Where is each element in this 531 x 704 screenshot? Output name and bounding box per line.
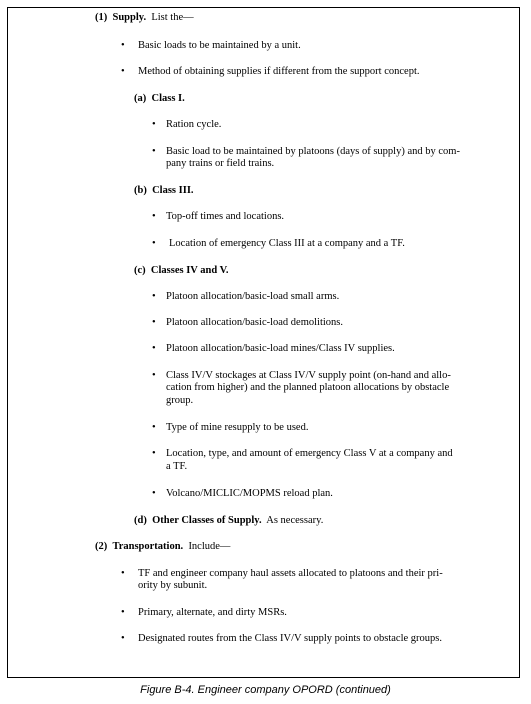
class45-bullet-5: Type of mine resupply to be used. xyxy=(166,422,309,433)
class3-heading: (b) Class III. xyxy=(134,185,194,196)
class45-bullet-7: Volcano/MICLIC/MOPMS reload plan. xyxy=(166,488,333,499)
other-heading: (d) Other Classes of Supply. As necessary. xyxy=(134,515,324,526)
transport-bullet-1a: TF and engineer company haul assets allocated to platoons and their pri- xyxy=(138,568,443,579)
class3-bullet-1: Top-off times and locations. xyxy=(166,211,285,222)
bullet-dot: • xyxy=(152,238,156,249)
transport-bullet-3: Designated routes from the Class IV/V supply points to obstacle groups. xyxy=(138,633,442,644)
class45-bullet-2: Platoon allocation/basic-load demolitions. xyxy=(166,317,344,328)
bullet-dot: • xyxy=(121,40,125,51)
bullet-dot: • xyxy=(152,146,156,157)
class45-bullet-4a: Class IV/V stockages at Class IV/V supply point (on-hand and allo- xyxy=(166,370,451,381)
bullet-dot: • xyxy=(152,422,156,433)
bullet-dot: • xyxy=(121,607,125,618)
class1-bullet-2b: pany trains or field trains. xyxy=(166,158,275,169)
figure-caption: Figure B-4. Engineer company OPORD (continued) xyxy=(140,684,391,696)
class45-bullet-1: Platoon allocation/basic-load small arms. xyxy=(166,291,340,302)
class45-bullet-4c: group. xyxy=(166,395,194,406)
bullet-dot: • xyxy=(152,488,156,499)
transport-bullet-1b: ority by subunit. xyxy=(138,580,208,591)
bullet-dot: • xyxy=(152,317,156,328)
bullet-dot: • xyxy=(121,66,125,77)
bullet-dot: • xyxy=(152,119,156,130)
class1-bullet-1: Ration cycle. xyxy=(166,119,222,130)
supply-bullet-1: Basic loads to be maintained by a unit. xyxy=(138,40,301,51)
supply-heading: (1) Supply. List the— xyxy=(95,12,194,23)
class1-bullet-2a: Basic load to be maintained by platoons (days of supply) and by com- xyxy=(166,146,460,157)
bullet-dot: • xyxy=(121,568,125,579)
class45-bullet-3: Platoon allocation/basic-load mines/Class IV supplies. xyxy=(166,343,395,354)
transport-heading: (2) Transportation. Include— xyxy=(95,541,231,552)
bullet-dot: • xyxy=(152,370,156,381)
class45-bullet-6a: Location, type, and amount of emergency Class V at a company and xyxy=(166,448,453,459)
bullet-dot: • xyxy=(152,291,156,302)
bullet-dot: • xyxy=(152,448,156,459)
bullet-dot: • xyxy=(152,211,156,222)
class45-bullet-4b: cation from higher) and the planned platoon allocations by obstacle xyxy=(166,382,450,393)
bullet-dot: • xyxy=(152,343,156,354)
class1-heading: (a) Class I. xyxy=(134,93,185,104)
bullet-dot: • xyxy=(121,633,125,644)
class45-heading: (c) Classes IV and V. xyxy=(134,265,229,276)
transport-bullet-2: Primary, alternate, and dirty MSRs. xyxy=(138,607,287,618)
supply-bullet-2: Method of obtaining supplies if different from the support concept. xyxy=(138,66,420,77)
class45-bullet-6b: a TF. xyxy=(166,461,188,472)
class3-bullet-2: Location of emergency Class III at a company and a TF. xyxy=(169,238,405,249)
